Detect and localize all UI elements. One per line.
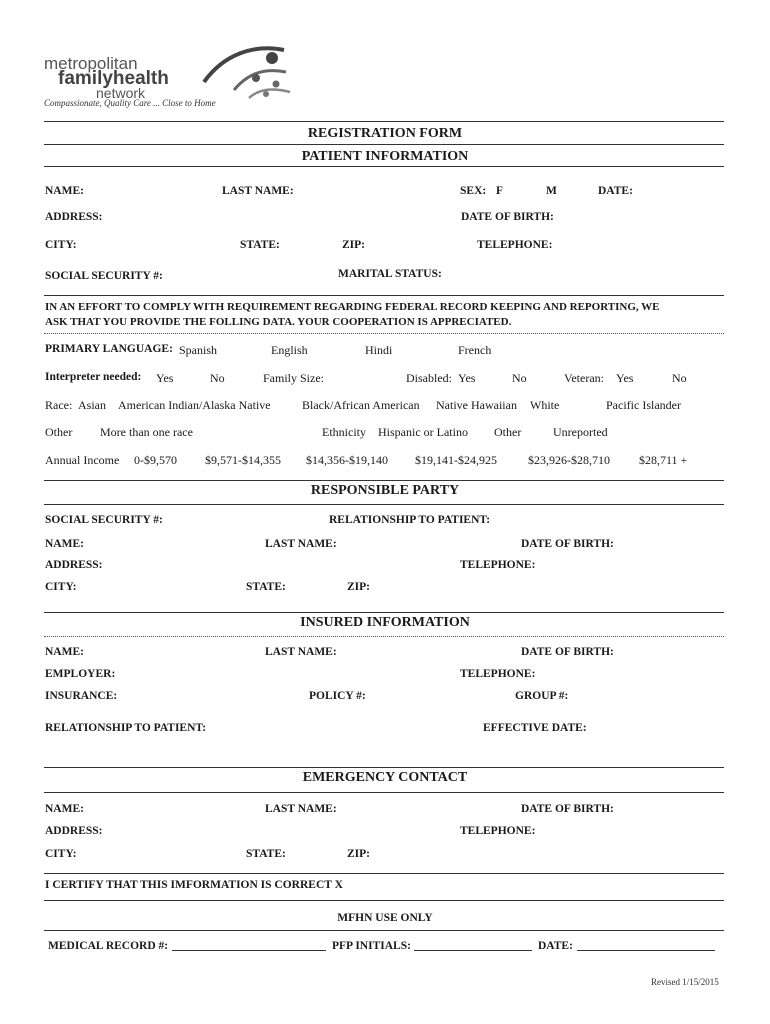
responsible-ssn-field[interactable]: SOCIAL SECURITY #: (45, 514, 163, 526)
insured-name-field[interactable]: NAME: (45, 646, 84, 658)
patient-city-field[interactable]: CITY: (45, 239, 77, 251)
responsible-heading: RESPONSIBLE PARTY (310, 483, 460, 498)
insured-telephone-field[interactable]: TELEPHONE: (460, 668, 536, 680)
ethnicity-option-hispanic[interactable]: Hispanic or Latino (378, 425, 468, 439)
veteran-no-option[interactable]: No (672, 371, 687, 385)
responsible-name-field[interactable]: NAME: (45, 538, 84, 550)
ethnicity-option-unreported[interactable]: Unreported (553, 425, 608, 439)
medical-record-input[interactable] (172, 950, 326, 951)
sex-f-option[interactable]: F (496, 185, 504, 197)
emergency-heading: EMERGENCY CONTACT (302, 770, 468, 785)
insured-policy-field[interactable]: POLICY #: (309, 690, 366, 702)
veteran-label: Veteran: (564, 371, 604, 385)
language-option-hindi[interactable]: Hindi (365, 343, 393, 357)
income-option-4[interactable]: $19,141-$24,925 (415, 453, 497, 467)
insured-effective-date-field[interactable]: EFFECTIVE DATE: (483, 722, 587, 734)
logo-line1: metropolitan (44, 54, 138, 73)
race-option-white[interactable]: White (530, 398, 560, 412)
income-option-1[interactable]: 0-$9,570 (134, 453, 177, 467)
patient-marital-field[interactable]: MARITAL STATUS: (338, 268, 442, 280)
patient-date-field[interactable]: DATE: (598, 185, 633, 197)
revised-date: Revised 1/15/2015 (651, 977, 719, 987)
logo-line2: familyhealth (58, 68, 169, 89)
responsible-telephone-field[interactable]: TELEPHONE: (460, 559, 536, 571)
office-date-input[interactable] (577, 950, 715, 951)
income-label: Annual Income (45, 453, 120, 467)
language-option-english[interactable]: English (271, 343, 308, 357)
responsible-state-field[interactable]: STATE: (246, 581, 286, 593)
emergency-city-field[interactable]: CITY: (45, 848, 77, 860)
race-option-native-hawaiian[interactable]: Native Hawaiian (436, 398, 517, 412)
disabled-no-option[interactable]: No (512, 371, 527, 385)
insured-heading: INSURED INFORMATION (300, 615, 470, 630)
office-date-label: DATE: (538, 940, 573, 952)
federal-notice-line1: IN AN EFFORT TO COMPLY WITH REQUIREMENT REGARDING FEDERAL RECORD KEEPING AND REPORTING, WE (45, 301, 660, 313)
patient-zip-field[interactable]: ZIP: (342, 239, 365, 251)
logo-figures-icon (194, 44, 294, 104)
language-option-spanish[interactable]: Spanish (179, 343, 218, 357)
office-use-heading: MFHN USE ONLY (337, 912, 433, 924)
responsible-last-name-field[interactable]: LAST NAME: (265, 538, 337, 550)
sex-m-option[interactable]: M (546, 185, 557, 197)
pfp-initials-input[interactable] (414, 950, 532, 951)
insured-employer-field[interactable]: EMPLOYER: (45, 668, 116, 680)
form-title: REGISTRATION FORM (307, 126, 463, 141)
ethnicity-label: Ethnicity (322, 425, 366, 439)
interpreter-yes-option[interactable]: Yes (156, 371, 174, 385)
medical-record-label: MEDICAL RECORD #: (48, 940, 169, 952)
insured-insurance-field[interactable]: INSURANCE: (45, 690, 118, 702)
patient-address-field[interactable]: ADDRESS: (45, 211, 103, 223)
language-option-french[interactable]: French (458, 343, 492, 357)
ethnicity-option-other[interactable]: Other (494, 425, 522, 439)
emergency-telephone-field[interactable]: TELEPHONE: (460, 825, 536, 837)
interpreter-label: Interpreter needed: (45, 371, 142, 383)
insured-group-field[interactable]: GROUP #: (515, 690, 569, 702)
responsible-dob-field[interactable]: DATE OF BIRTH: (521, 538, 614, 550)
patient-sex-label: SEX: (460, 185, 487, 197)
emergency-name-field[interactable]: NAME: (45, 803, 84, 815)
patient-last-name-field[interactable]: LAST NAME: (222, 185, 294, 197)
emergency-zip-field[interactable]: ZIP: (347, 848, 370, 860)
family-size-field[interactable]: Family Size: (263, 371, 324, 385)
insured-last-name-field[interactable]: LAST NAME: (265, 646, 337, 658)
patient-ssn-field[interactable]: SOCIAL SECURITY #: (45, 270, 163, 282)
income-option-2[interactable]: $9,571-$14,355 (205, 453, 281, 467)
income-option-6[interactable]: $28,711 + (639, 453, 688, 467)
responsible-city-field[interactable]: CITY: (45, 581, 77, 593)
disabled-yes-option[interactable]: Yes (458, 371, 476, 385)
emergency-address-field[interactable]: ADDRESS: (45, 825, 103, 837)
responsible-relationship-field[interactable]: RELATIONSHIP TO PATIENT: (329, 514, 491, 526)
logo-line3: network (96, 85, 146, 101)
patient-dob-field[interactable]: DATE OF BIRTH: (461, 211, 554, 223)
income-option-5[interactable]: $23,926-$28,710 (528, 453, 610, 467)
responsible-address-field[interactable]: ADDRESS: (45, 559, 103, 571)
patient-name-field[interactable]: NAME: (45, 185, 84, 197)
emergency-state-field[interactable]: STATE: (246, 848, 286, 860)
race-label: Race: (45, 398, 73, 412)
race-option-asian[interactable]: Asian (78, 398, 106, 412)
emergency-dob-field[interactable]: DATE OF BIRTH: (521, 803, 614, 815)
race-option-black[interactable]: Black/African American (302, 398, 420, 412)
insured-dob-field[interactable]: DATE OF BIRTH: (521, 646, 614, 658)
income-option-3[interactable]: $14,356-$19,140 (306, 453, 388, 467)
emergency-last-name-field[interactable]: LAST NAME: (265, 803, 337, 815)
certification-signature-field[interactable]: I CERTIFY THAT THIS IMFORMATION IS CORRECT X (45, 879, 343, 891)
pfp-initials-label: PFP INITIALS: (332, 940, 411, 952)
patient-heading: PATIENT INFORMATION (301, 149, 469, 164)
race-option-pacific-islander[interactable]: Pacific Islander (606, 398, 681, 412)
race-option-other[interactable]: Other (45, 425, 73, 439)
disabled-label: Disabled: (406, 371, 452, 385)
race-option-multi[interactable]: More than one race (100, 425, 193, 439)
logo-tagline: Compassionate, Quality Care ... Close to Home (44, 98, 216, 108)
patient-state-field[interactable]: STATE: (240, 239, 280, 251)
veteran-yes-option[interactable]: Yes (616, 371, 634, 385)
insured-relationship-field[interactable]: RELATIONSHIP TO PATIENT: (45, 722, 207, 734)
responsible-zip-field[interactable]: ZIP: (347, 581, 370, 593)
interpreter-no-option[interactable]: No (210, 371, 225, 385)
patient-telephone-field[interactable]: TELEPHONE: (477, 239, 553, 251)
primary-language-label: PRIMARY LANGUAGE: (45, 343, 173, 355)
federal-notice-line2: ASK THAT YOU PROVIDE THE FOLLING DATA. YOUR COOPERATION IS APPRECIATED. (45, 316, 512, 328)
race-option-american-indian[interactable]: American Indian/Alaska Native (118, 398, 271, 412)
logo (44, 44, 284, 114)
